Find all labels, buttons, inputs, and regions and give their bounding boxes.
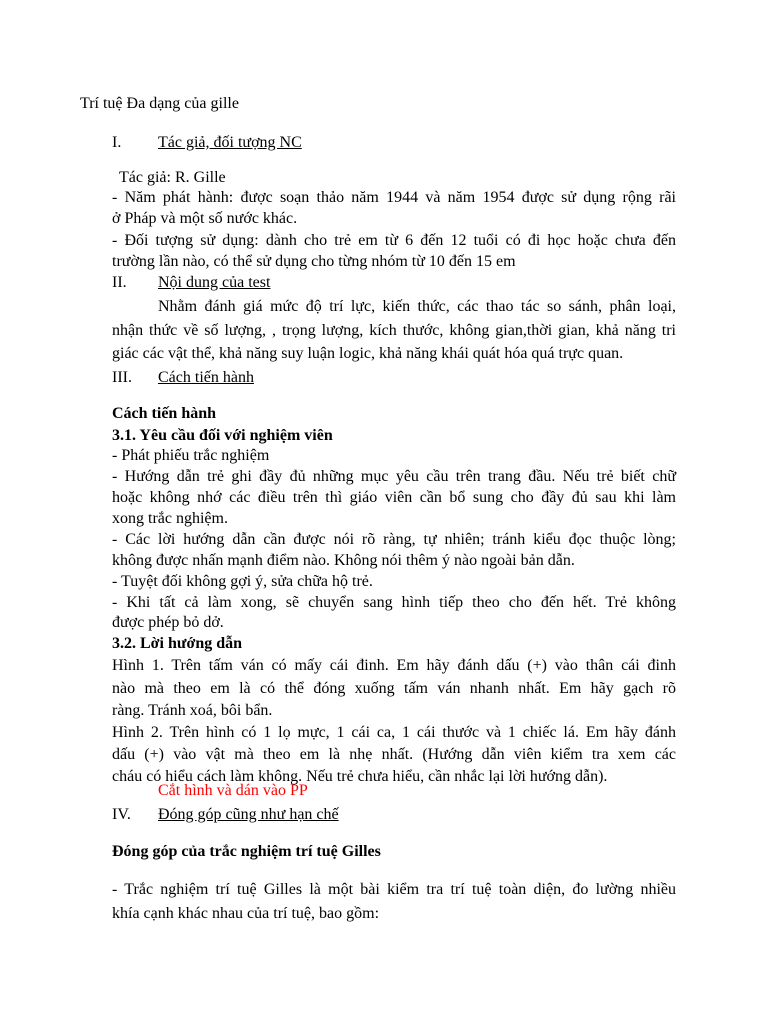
procedure-heading: Cách tiến hành: [112, 405, 217, 422]
content-line-2: nhận thức về số lượng, , trọng lượng, kích thước, không gian,thời gian, khả năng tri: [112, 322, 676, 339]
content-line-3: giác các vật thể, khả năng suy luận logic, khả năng khái quát hóa quá trực quan.: [112, 345, 624, 362]
requirement-line-3: hoặc không nhớ các điều trên thì giáo viên cần bổ sung cho đầy đủ sau khi làm: [112, 489, 676, 506]
instruction-line-4: Hình 2. Trên hình có 1 lọ mực, 1 cái ca, 1 cái thước và 1 chiếc lá. Em hãy đánh: [112, 724, 676, 741]
red-note: Cắt hình và dán vào PP: [158, 782, 308, 799]
target-line-2: trường lần nào, có thể sử dụng cho từng nhóm từ 10 đến 15 em: [112, 253, 516, 270]
subsection-3-2-heading: 3.2. Lời hướng dẫn: [112, 635, 243, 652]
contribution-heading: Đóng góp của trắc nghiệm trí tuệ Gilles: [112, 843, 381, 860]
author-line: Tác giả: R. Gille: [119, 169, 226, 186]
section-heading-1: Tác giả, đối tượng NC: [158, 134, 302, 151]
target-line-1: - Đối tượng sử dụng: dành cho trẻ em từ 6 đến 12 tuổi có đi học hoặc chưa đến: [112, 232, 676, 249]
contribution-line-2: khía cạnh khác nhau của trí tuệ, bao gồm:: [112, 905, 380, 922]
release-line-2: ở Pháp và một số nước khác.: [112, 210, 298, 227]
subsection-3-1-heading: 3.1. Yêu cầu đối với nghiệm viên: [112, 427, 333, 444]
release-line-1: - Năm phát hành: được soạn thảo năm 1944 và năm 1954 được sử dụng rộng rãi: [112, 189, 676, 206]
section-number-1: I.: [112, 134, 122, 151]
requirement-line-4: xong trắc nghiệm.: [112, 510, 228, 527]
document-title: Trí tuệ Đa dạng của gille: [80, 95, 239, 112]
section-heading-3: Cách tiến hành: [158, 369, 254, 386]
instruction-line-6: cháu có hiểu cách làm không. Nếu trẻ chưa hiểu, cần nhắc lại lời hướng dẫn).: [112, 768, 608, 785]
requirement-line-2: - Hướng dẫn trẻ ghi đầy đủ những mục yêu cầu trên trang đầu. Nếu trẻ biết chữ: [112, 468, 676, 485]
requirement-line-9: được phép bỏ dở.: [112, 614, 224, 631]
contribution-line-1: - Trắc nghiệm trí tuệ Gilles là một bài kiểm tra trí tuệ toàn diện, đo lường nhiều: [112, 881, 676, 898]
instruction-line-1: Hình 1. Trên tấm ván có mấy cái đinh. Em hãy đánh dấu (+) vào thân cái đinh: [112, 657, 676, 674]
section-number-2: II.: [112, 274, 127, 291]
requirement-line-8: - Khi tất cả làm xong, sẽ chuyển sang hình tiếp theo cho đến hết. Trẻ không: [112, 594, 676, 611]
instruction-line-5: dấu (+) vào vật mà theo em là nhẹ nhất. (Hướng dẫn viên kiểm tra xem các: [112, 746, 676, 763]
section-number-4: IV.: [112, 806, 131, 823]
instruction-line-2: nào mà theo em là có thể đóng xuống tấm ván nhanh nhất. Em hãy gạch rõ: [112, 680, 676, 697]
requirement-line-7: - Tuyệt đối không gợi ý, sửa chữa hộ trẻ.: [112, 573, 373, 590]
section-heading-4: Đóng góp cũng như hạn chế: [158, 806, 339, 823]
instruction-line-3: ràng. Tránh xoá, bôi bẩn.: [112, 702, 273, 719]
section-heading-2: Nội dung của test: [158, 274, 271, 291]
section-number-3: III.: [112, 369, 132, 386]
content-line-1: Nhằm đánh giá mức độ trí lực, kiến thức, các thao tác so sánh, phân loại,: [158, 298, 676, 315]
requirement-line-1: - Phát phiếu trắc nghiệm: [112, 447, 270, 464]
requirement-line-5: - Các lời hướng dẫn cần được nói rõ ràng, tự nhiên; tránh kiểu đọc thuộc lòng;: [112, 531, 676, 548]
requirement-line-6: không được nhấn mạnh điểm nào. Không nói thêm ý nào ngoài bản dẫn.: [112, 552, 575, 569]
